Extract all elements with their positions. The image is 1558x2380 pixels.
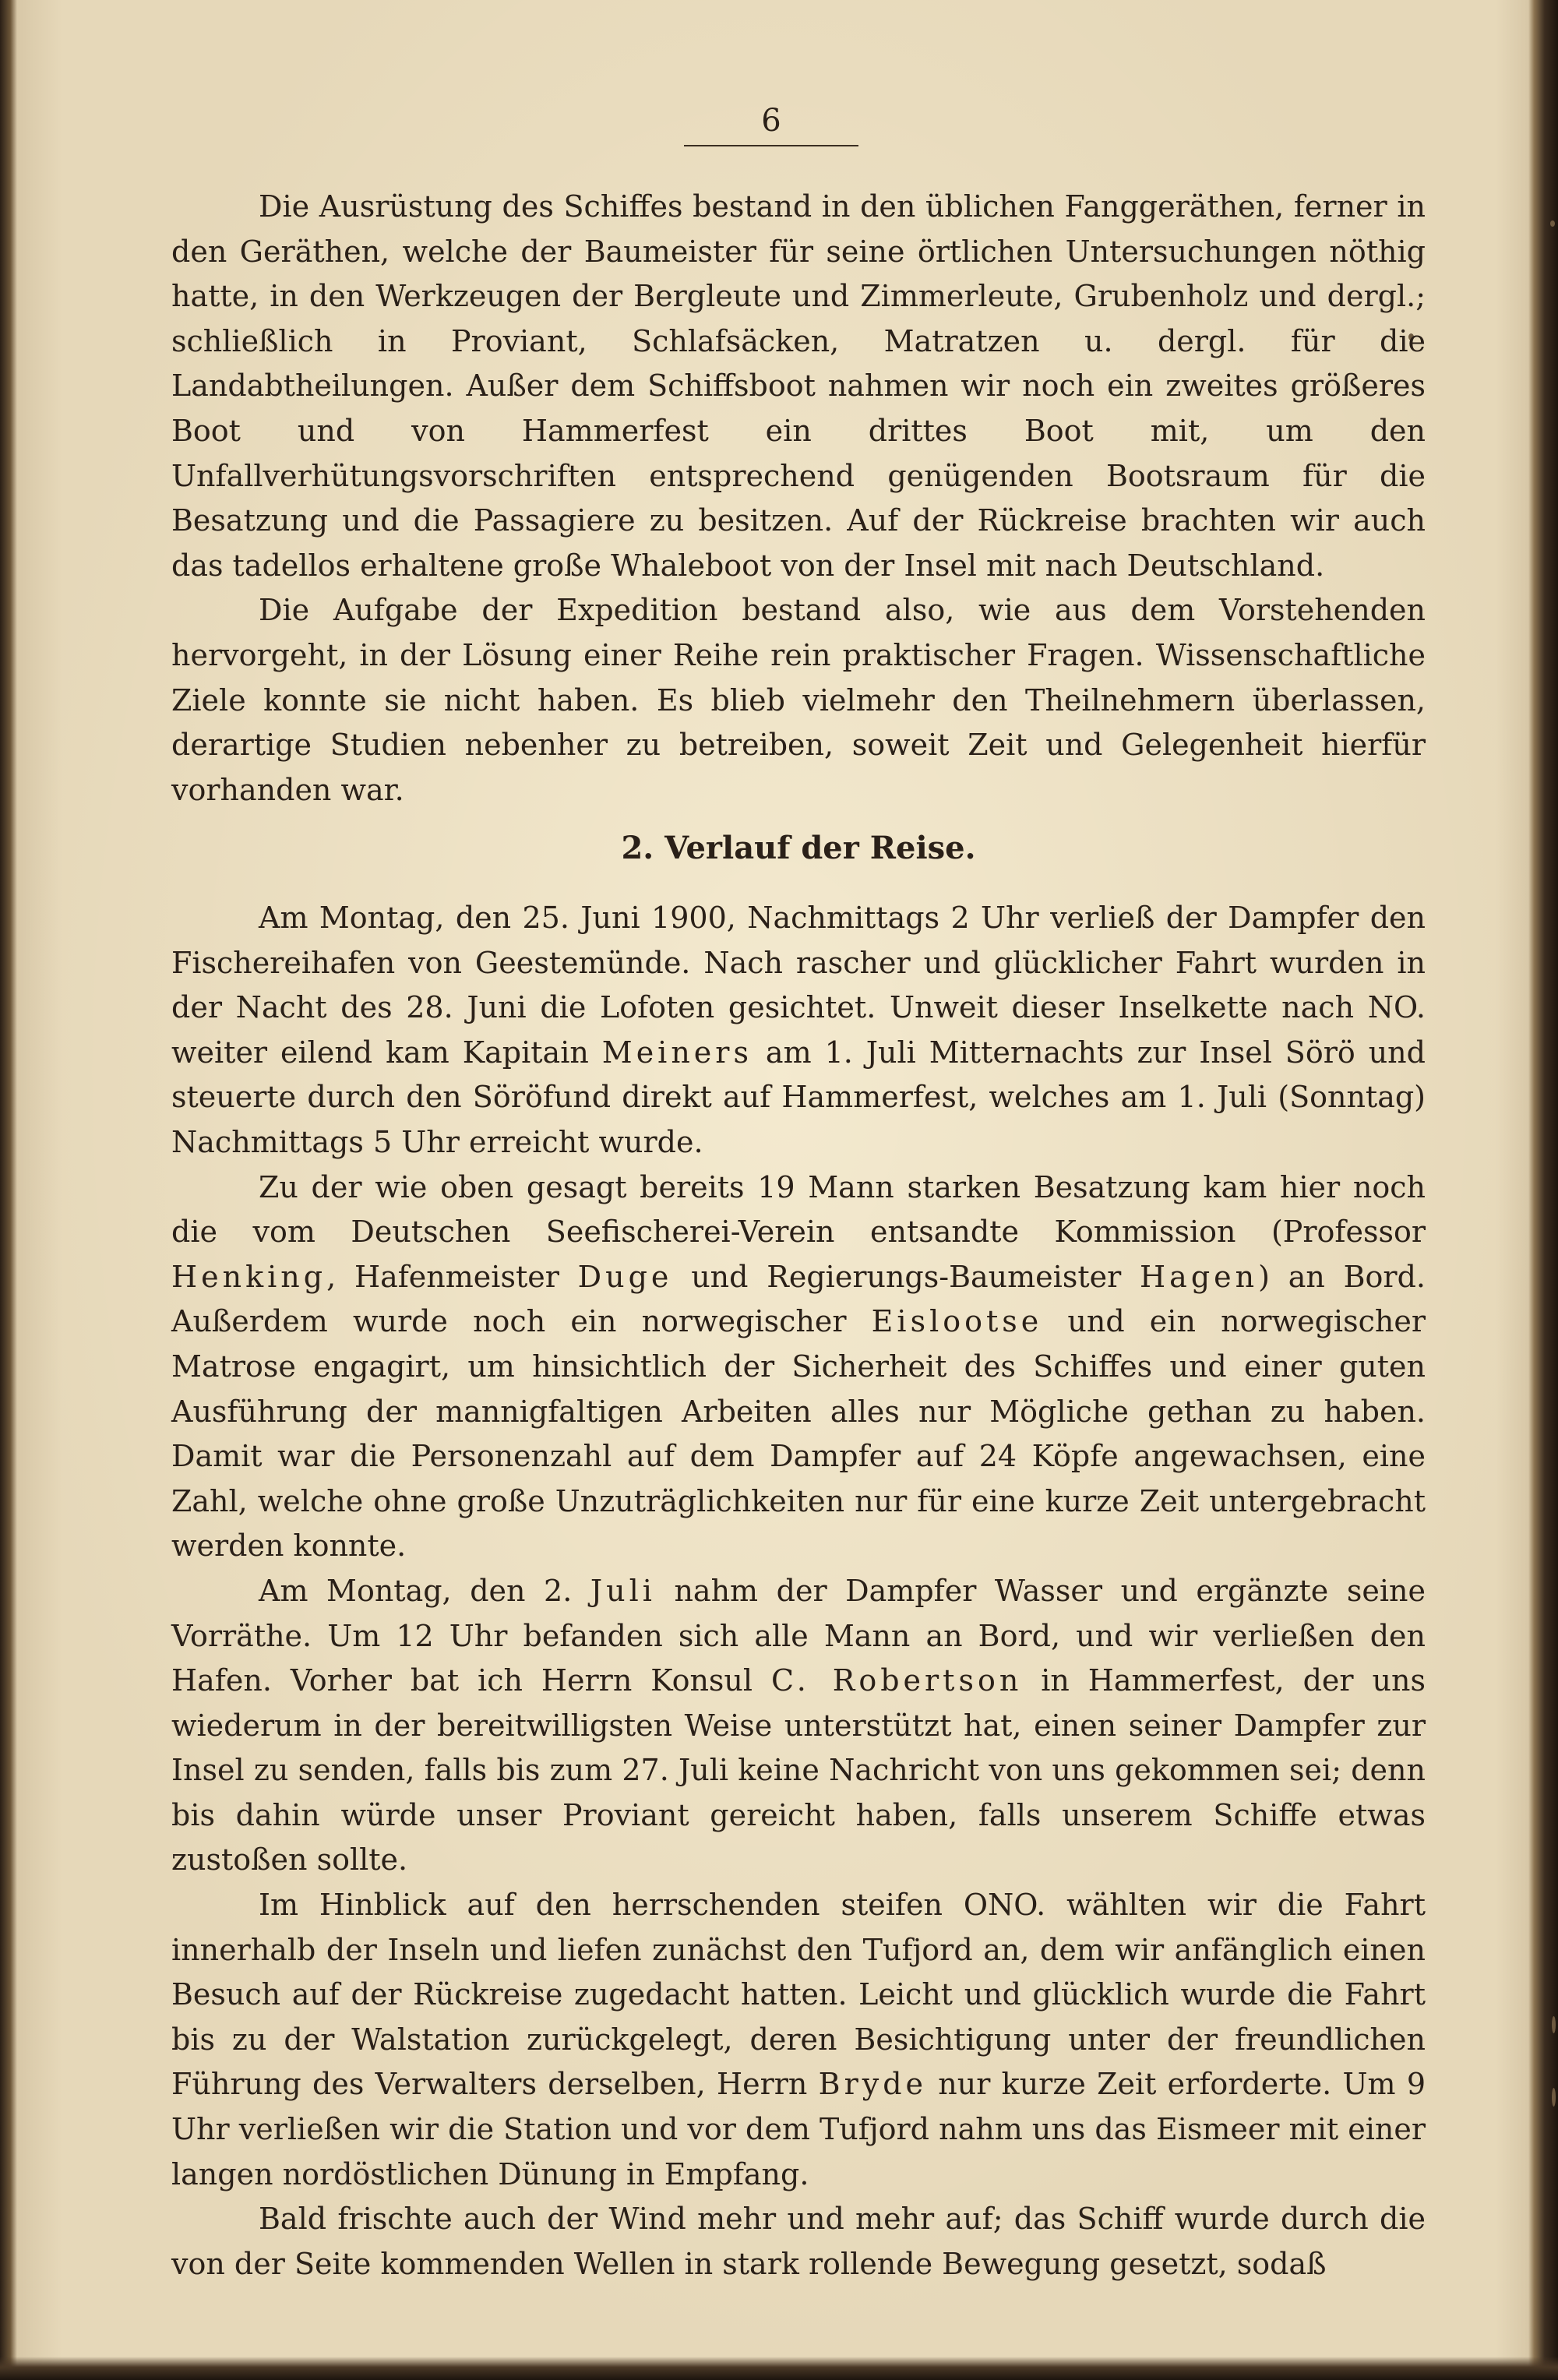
person-name: Meiners — [601, 1035, 753, 1070]
person-name: Duge — [577, 1259, 673, 1294]
page-binding-edge — [0, 0, 17, 2380]
paragraph-departure — [171, 896, 1426, 1165]
journey-text — [171, 896, 1426, 2287]
paper-speck — [1550, 220, 1555, 227]
paragraph-text: Im Hinblick auf den herrschenden steifen ONO. wählten wir die Fahrt innerhalb der Inseln und liefen zunächst den Tufjord an, dem wir anfänglich einen Besuch auf der Rückreise zugedacht hatten. Leicht und glücklich wurde die Fahrt bis zu der Walstation zurückgelegt, deren Besichtigung unter der freundlichen Führung des Verwalters derselben, Herrn — [171, 1888, 1426, 2102]
paragraph-task: Die Aufgabe der Expedition bestand also, wie aus dem Vorstehenden hervorgeht, in der Lösung einer Reihe rein praktischer Fragen. Wissenschaftliche Ziele konnte sie nicht haben. Es blieb vielmehr den Theilnehmern überlassen, derartige Studien nebenher zu betreiben, soweit Zeit und Gelegenheit hierfür vorhanden war. — [171, 593, 1426, 807]
paragraph-text: nahm der Dampfer Wasser und ergänzte seine Vorräthe. Um 12 Uhr befanden sich alle Mann an Bord, und wir verließen den Hafen. Vorher bat ich Herrn Konsul — [171, 1573, 1426, 1698]
person-name: C. Robertson — [770, 1663, 1023, 1698]
paragraph-text: ) an Bord. Außerdem wurde noch ein norwegischer — [171, 1259, 1426, 1339]
date-word: Juli — [590, 1573, 656, 1608]
intro-text — [171, 185, 1426, 813]
paper-speck — [1552, 2088, 1556, 2107]
paragraph-text: und ein norwegischer Matrose engagirt, um hinsichtlich der Sicherheit des Schiffes und einer guten Ausführung der mannigfaltigen Arbeiten alles nur Mögliche gethan zu haben. Damit war die Personenzahl auf dem Dampfer auf 24 Köpfe angewachsen, eine Zahl, welche ohne große Unzuträglichkeiten nur für eine kurze Zeit untergebracht werden konnte. — [171, 1304, 1426, 1564]
paragraph-tufjord — [171, 1883, 1426, 2197]
paragraph-crew — [171, 1165, 1426, 1569]
page-bottom-edge — [0, 2357, 1558, 2380]
person-name: Eislootse — [871, 1304, 1043, 1339]
page-number-rule — [684, 145, 858, 146]
paper-speck — [1552, 2016, 1556, 2033]
person-name: Bryde — [818, 2067, 928, 2102]
person-name: Henking — [171, 1259, 327, 1294]
paragraph-text: Zu der wie oben gesagt bereits 19 Mann starken Besatzung kam hier noch die vom Deutschen Seefischerei-Verein entsandte Kommission (Professor — [171, 1169, 1426, 1250]
paragraph-text: , Hafenmeister — [326, 1259, 559, 1294]
paragraph-text: Am Montag, den 2. — [259, 1573, 573, 1608]
paragraph-text: in Hammerfest, der uns wiederum in der bereitwilligsten Weise unterstützt hat, einen seiner Dampfer zur Insel zu senden, falls bis zum 27. Juli keine Nachricht von uns gekommen sei; denn bis dahin würde unser Proviant gereicht haben, falls unserem Schiffe etwas zustoßen sollte. — [171, 1663, 1426, 1878]
paragraph-hammerfest — [171, 1569, 1426, 1883]
paragraph-text: Am Montag, den 25. Juni 1900, Nachmittags 2 Uhr verließ der Dampfer den Fischereihafen von Geestemünde. Nach rascher und glücklicher Fahrt wurden in der Nacht des 28. Juni die Lofoten gesichtet. Unweit dieser Inselkette nach NO. weiter eilend kam Kapitain — [171, 901, 1426, 1070]
section-heading: 2. Verlauf der Reise. — [621, 830, 976, 866]
page-number: 6 — [761, 103, 781, 139]
paragraph-text: am 1. Juli Mitternachts zur Insel Sörö und steuerte durch den Söröfund direkt auf Hammerfest, welches am 1. Juli (Sonntag) Nachmittags 5 Uhr erreicht wurde. — [171, 1035, 1426, 1159]
paragraph-wind: Bald frischte auch der Wind mehr und mehr auf; das Schiff wurde durch die von der Seite kommenden Wellen in stark rollende Bewegung gesetzt, sodaß — [171, 2202, 1426, 2281]
paragraph-equipment: Die Ausrüstung des Schiffes bestand in den üblichen Fanggeräthen, ferner in den Geräthen, welche der Baumeister für seine örtlichen Untersuchungen nöthig hatte, in den Werkzeugen der Bergleute und Zimmerleute, Grubenholz und dergl.; schließlich in Proviant, Schlafsäcken, Matratzen u. dergl. für die Landabtheilungen. Außer dem Schiffsboot nahmen wir noch ein zweites größeres Boot und von Hammerfest ein drittes Boot mit, um den Unfallverhütungsvorschriften entsprechend genügenden Bootsraum für die Besatzung und die Passagiere zu besitzen. Auf der Rückreise brachten wir auch das tadellos erhaltene große Whaleboot von der Insel mit nach Deutschland. — [171, 189, 1426, 583]
person-name: Hagen — [1140, 1259, 1259, 1294]
paragraph-text: nur kurze Zeit erforderte. Um 9 Uhr verließen wir die Station und vor dem Tufjord nahm uns das Eismeer mit einer langen nordöstlichen Dünung in Empfang. — [171, 2067, 1426, 2191]
paragraph-text: und Regierungs-Baumeister — [691, 1259, 1122, 1294]
